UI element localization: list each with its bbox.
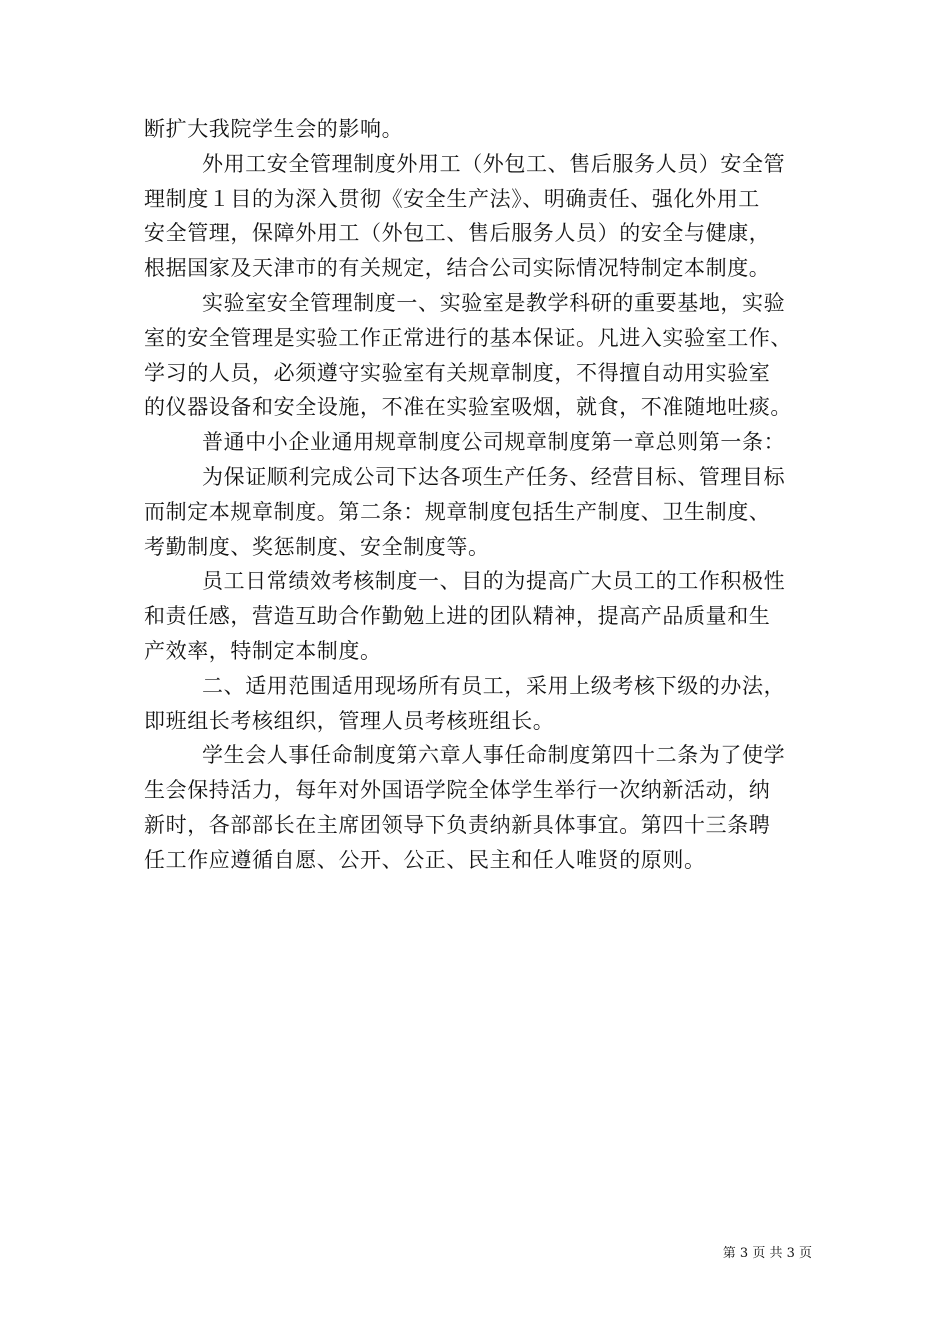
text-line: 实验室安全管理制度一、实验室是教学科研的重要基地，实验 <box>202 290 786 315</box>
text-line: 根据国家及天津市的有关规定，结合公司实际情况特制定本制度。 <box>144 256 771 281</box>
text-line: 学生会人事任命制度第六章人事任命制度第四十二条为了使学 <box>202 743 786 768</box>
text-line: 产效率，特制定本制度。 <box>144 638 382 663</box>
text-line: 生会保持活力，每年对外国语学院全体学生举行一次纳新活动，纳 <box>144 778 771 803</box>
text-line: 新时，各部部长在主席团领导下负责纳新具体事宜。第四十三条聘 <box>144 812 771 837</box>
text-line: 和责任感，营造互助合作勤勉上进的团队精神，提高产品质量和生 <box>144 604 771 629</box>
text-line: 学习的人员，必须遵守实验室有关规章制度，不得擅自动用实验室 <box>144 360 771 385</box>
text-line: 断扩大我院学生会的影响。 <box>144 117 404 141</box>
text-line: 室的安全管理是实验工作正常进行的基本保证。凡进入实验室工作、 <box>144 325 792 350</box>
text-line: 为保证顺利完成公司下达各项生产任务、经营目标、管理目标 <box>202 464 786 489</box>
text-line: 理制度１目的为深入贯彻《安全生产法》、明确责任、强化外用工 <box>144 186 760 211</box>
text-line: 而制定本规章制度。第二条：规章制度包括生产制度、卫生制度、 <box>144 499 771 524</box>
text-line: 考勤制度、奖惩制度、安全制度等。 <box>144 534 490 559</box>
text-line: 安全管理，保障外用工（外包工、售后服务人员）的安全与健康， <box>144 221 771 246</box>
text-line: 二、适用范围适用现场所有员工，采用上级考核下级的办法， <box>202 673 786 698</box>
document-body <box>144 112 812 878</box>
text-line: 普通中小企业通用规章制度公司规章制度第一章总则第一条： <box>202 430 786 455</box>
text-line: 外用工安全管理制度外用工（外包工、售后服务人员）安全管 <box>202 151 786 176</box>
text-line: 员工日常绩效考核制度一、目的为提高广大员工的工作积极性 <box>202 569 786 594</box>
text-line: 任工作应遵循自愿、公开、公正、民主和任人唯贤的原则。 <box>144 847 706 872</box>
page-number: 第 3 页 共 3 页 <box>722 1246 812 1261</box>
text-line: 即班组长考核组织，管理人员考核班组长。 <box>144 708 555 733</box>
text-line: 的仪器设备和安全设施，不准在实验室吸烟，就食，不准随地吐痰。 <box>144 395 792 420</box>
